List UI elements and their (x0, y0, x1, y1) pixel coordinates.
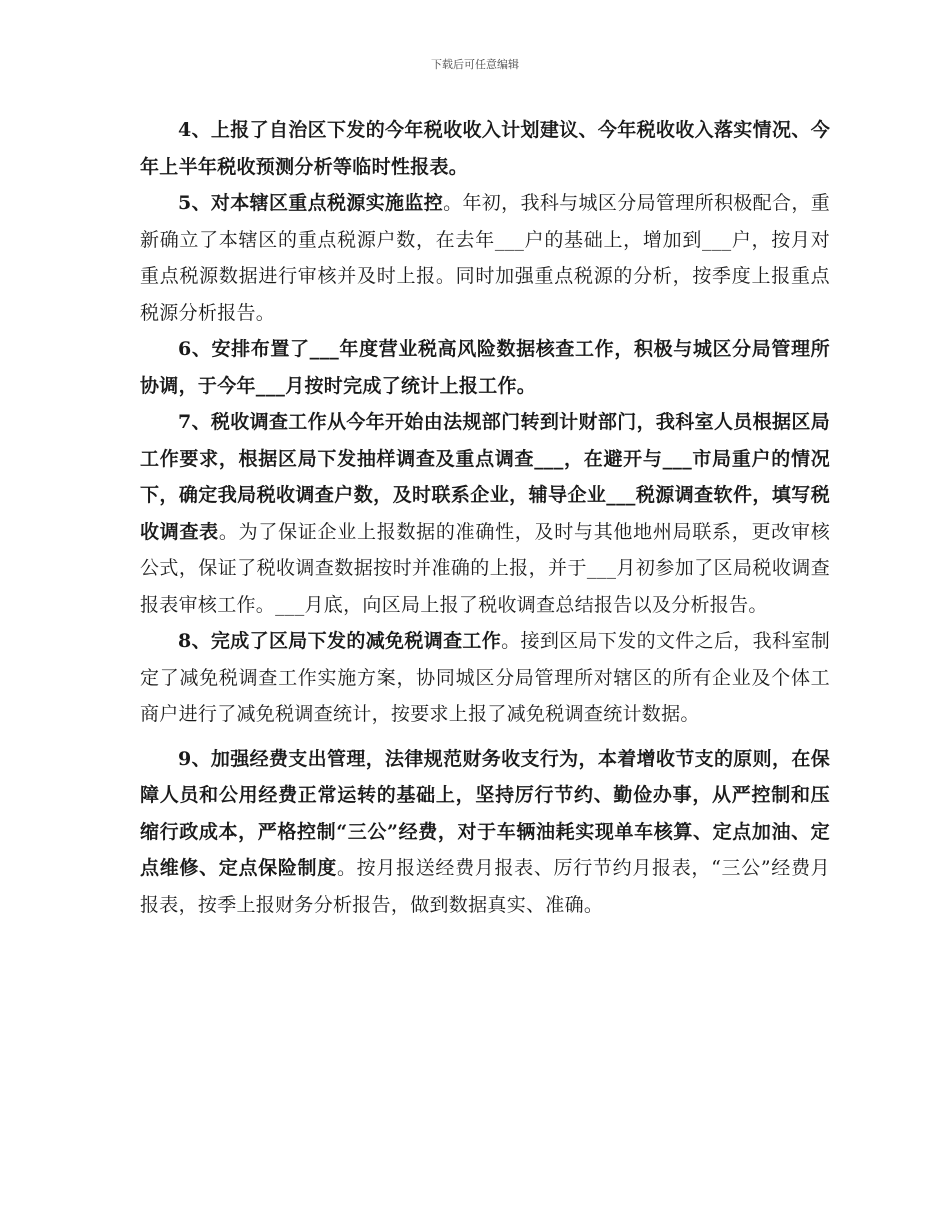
paragraph-lead: 6、安排布置了___年度营业税高风险数据核查工作，积极与城区分局管理所协调，于今年___月按时完成了统计上报工作。 (140, 338, 830, 397)
paragraph-lead: 5、对本辖区重点税源实施监控 (178, 192, 444, 214)
page-header: 下载后可任意编辑 (431, 58, 519, 71)
paragraph-item-9 (140, 741, 830, 924)
paragraph-lead: 4、上报了自治区下发的今年税收收入计划建议、今年税收收入落实情况、今年上半年税收预测分析等临时性报表。 (140, 119, 830, 178)
paragraph-lead: 8、完成了区局下发的减免税调查工作 (178, 630, 502, 652)
document-body (140, 112, 830, 923)
paragraph-item-8 (140, 623, 830, 733)
paragraph-body: 。年初，我科与城区分局管理所积极配合，重新确立了本辖区的重点税源户数，在去年___户的基础上，增加到___户，按月对重点税源数据进行审核并及时上报。同时加强重点税源的分析，按季度上报重点税源分析报告。 (140, 192, 830, 324)
paragraph-item-4 (140, 112, 830, 185)
paragraph-item-5 (140, 185, 830, 331)
paragraph-body: 。为了保证企业上报数据的准确性，及时与其他地州局联系，更改审核公式，保证了税收调查数据按时并准确的上报，并于___月初参加了区局税收调查报表审核工作。___月底，向区局上报了税收调查总结报告以及分析报告。 (140, 520, 830, 616)
paragraph-item-7 (140, 404, 830, 623)
paragraph-lead: 9、加强经费支出管理，法律规范财务收支行为，本着增收节支的原则，在保障人员和公用经费正常运转的基础上，坚持厉行节约、勤俭办事，从严控制和压缩行政成本，严格控制“三公”经费，对于车辆油耗实现单车核算、定点加油、定点维修、定点保险制度 (140, 747, 830, 879)
paragraph-body: 。接到区局下发的文件之后，我科室制定了减免税调查工作实施方案，协同城区分局管理所对辖区的所有企业及个体工商户进行了减免税调查统计，按要求上报了减免税调查统计数据。 (140, 630, 830, 725)
paragraph-lead: 7、税收调查工作从今年开始由法规部门转到计财部门，我科室人员根据区局工作要求，根据区局下发抽样调查及重点调查___，在避开与___市局重户的情况下，确定我局税收调查户数，及时联系企业，辅导企业___税源调查软件，填写税收调查表 (140, 411, 830, 543)
paragraph-item-6 (140, 331, 830, 404)
paragraph-body: 。按月报送经费月报表、厉行节约月报表，“三公”经费月报表，按季上报财务分析报告，做到数据真实、准确。 (140, 857, 830, 916)
